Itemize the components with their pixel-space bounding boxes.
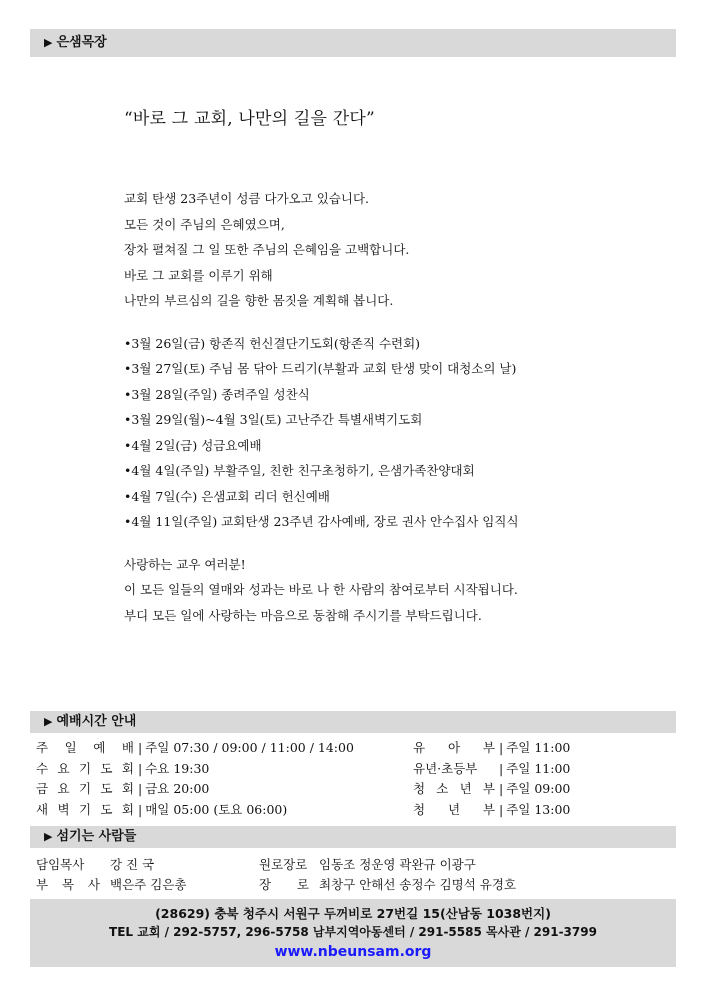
label-char: 새 [36, 801, 49, 817]
row-label [36, 738, 134, 759]
intro-line: 나만의 부르심의 길을 향한 몸짓을 계획해 봅니다. [124, 293, 394, 308]
label-char: 도 [100, 801, 113, 817]
schedule-row [413, 779, 570, 800]
separator: | [499, 760, 504, 776]
letter-body [124, 186, 519, 628]
schedule-row [259, 875, 516, 895]
row-label [36, 875, 100, 895]
section-header-worship [30, 711, 676, 733]
closing-line: 이 모든 일들의 열매와 성과는 바로 나 한 사람의 참여로부터 시작됩니다. [124, 582, 518, 597]
event-item: •3월 29일(월)~4월 3일(토) 고난주간 특별새벽기도회 [124, 412, 423, 427]
label-char: 유 [413, 740, 426, 755]
separator: | [138, 740, 143, 755]
label-char: 예 [93, 740, 106, 755]
triangle-right-icon: ▶ [44, 830, 53, 843]
separator: | [138, 760, 143, 776]
event-item: •3월 27일(토) 주님 몸 닦아 드리기(부활과 교회 탄생 맞이 대청소의 날) [124, 361, 517, 376]
row-label [259, 855, 309, 875]
label-char: 아 [447, 740, 461, 755]
page-title: “바로 그 교회, 나만의 길을 간다” [124, 109, 375, 129]
label-char: 기 [78, 760, 92, 776]
event-item: •4월 4일(주일) 부활주일, 친한 친구초청하기, 은샘가족찬양대회 [124, 463, 475, 478]
label-char: 부 [482, 781, 495, 796]
label-char: 년 [459, 781, 472, 796]
intro-line: 교회 탄생 23주년이 성큼 다가오고 있습니다. [124, 191, 370, 206]
section-header-servants [30, 826, 676, 848]
schedule-row [36, 875, 186, 895]
label-char: 도 [100, 760, 113, 776]
row-label [259, 875, 309, 895]
service-time: 주일 11:00 [506, 740, 571, 755]
schedule-row [36, 738, 354, 759]
label-char: 소 [436, 781, 449, 796]
triangle-right-icon: ▶ [44, 36, 53, 49]
footer [30, 899, 676, 967]
section-header-eunsam [30, 29, 676, 57]
staff-names: 최창구 안해선 송정수 김명석 유경호 [319, 877, 517, 892]
schedule-row [259, 855, 516, 875]
service-time: 주일 11:00 [506, 760, 571, 776]
schedule-row [413, 738, 570, 759]
row-label [36, 779, 134, 800]
service-time: 주일 13:00 [506, 801, 571, 817]
row-label [413, 800, 495, 821]
staff-names: 강 진 국 [110, 857, 155, 872]
label-char: 일 [64, 740, 77, 755]
service-time: 주일 09:00 [506, 781, 571, 796]
label-char: 도 [100, 781, 113, 796]
section-title: 은샘목장 [56, 35, 107, 50]
staff-names: 백은주 김은총 [110, 877, 187, 892]
separator: | [499, 740, 504, 755]
label-char: 회 [121, 801, 134, 817]
event-item: •3월 28일(주일) 종려주일 성찬식 [124, 386, 310, 402]
service-time: 주일 07:30 / 09:00 / 11:00 / 14:00 [145, 740, 354, 755]
worship-schedule-dept [413, 738, 570, 820]
section-title: 예배시간 안내 [56, 714, 137, 729]
separator: | [138, 781, 143, 796]
separator: | [138, 801, 143, 817]
row-label [413, 759, 495, 780]
intro-line: 모든 것이 주님의 은혜였으며, [124, 216, 285, 232]
label-char: 주 [36, 740, 49, 755]
schedule-row [36, 855, 186, 875]
event-item: •4월 11일(주일) 교회탄생 23주년 감사예배, 장로 권사 안수집사 임직식 [124, 514, 519, 529]
label-char: 부 [482, 740, 495, 755]
triangle-right-icon: ▶ [44, 715, 53, 728]
row-label [36, 800, 134, 821]
label-char: 벽 [57, 801, 70, 817]
schedule-row [36, 800, 354, 821]
worship-schedule-main [36, 738, 354, 820]
label-char: 청 [413, 801, 426, 817]
service-time: 금요 20:00 [145, 781, 210, 796]
label-char: 로 [296, 877, 309, 892]
schedule-row [413, 759, 570, 780]
label-char: 기 [78, 781, 92, 796]
intro-line: 장차 펼쳐질 그 일 또한 주님의 은혜임을 고백합니다. [124, 242, 410, 257]
closing-line: 부디 모든 일에 사랑하는 마음으로 동참해 주시기를 부탁드립니다. [124, 607, 482, 623]
label-char: 기 [78, 801, 92, 817]
service-time: 수요 19:30 [145, 760, 210, 776]
schedule-row [36, 759, 354, 780]
label-char: 유년·초등부 [413, 760, 478, 776]
label-char: 배 [121, 740, 134, 755]
schedule-row [36, 779, 354, 800]
intro-line: 바로 그 교회를 이루기 위해 [124, 267, 273, 283]
label-char: 금 [36, 781, 49, 796]
label-char: 원로장로 [259, 857, 308, 872]
row-label [36, 855, 100, 875]
row-label [413, 779, 495, 800]
separator: | [499, 781, 504, 796]
event-item: •4월 7일(수) 은샘교회 리더 헌신예배 [124, 488, 330, 504]
closing-line: 사랑하는 교우 여러분! [124, 556, 246, 572]
label-char: 장 [259, 877, 272, 892]
label-char: 수 [36, 760, 49, 776]
staff-list-elders [259, 855, 516, 895]
separator: | [499, 801, 504, 817]
label-char: 부 [482, 801, 495, 817]
event-item: •3월 26일(금) 항존직 헌신결단기도회(항존직 수련회) [124, 335, 421, 351]
website-link[interactable]: www.nbeunsam.org [274, 944, 432, 960]
staff-list-pastors [36, 855, 186, 895]
label-char: 청 [413, 781, 426, 796]
schedule-row [413, 800, 570, 821]
label-char: 사 [87, 877, 100, 892]
label-char: 회 [121, 760, 134, 776]
row-label [413, 738, 495, 759]
service-time: 매일 05:00 (토요 06:00) [145, 801, 288, 817]
label-char: 요 [57, 760, 70, 776]
row-label [36, 759, 134, 780]
footer-address: (28629) 충북 청주시 서원구 두꺼비로 27번길 15(산남동 1038번지) [155, 906, 551, 921]
footer-phone: TEL 교회 / 292-5757, 296-5758 남부지역아동센터 / 291-5585 목사관 / 291-3799 [109, 925, 597, 939]
event-item: •4월 2일(금) 성금요예배 [124, 437, 262, 453]
staff-names: 임동조 정운영 곽완규 이광구 [319, 857, 476, 872]
label-char: 년 [447, 801, 461, 817]
label-char: 부 [36, 877, 49, 892]
label-char: 요 [57, 781, 70, 796]
label-char: 회 [121, 781, 134, 796]
label-char: 목 [61, 877, 75, 892]
label-char: 담임목사 [36, 857, 85, 872]
section-title: 섬기는 사람들 [56, 829, 137, 844]
